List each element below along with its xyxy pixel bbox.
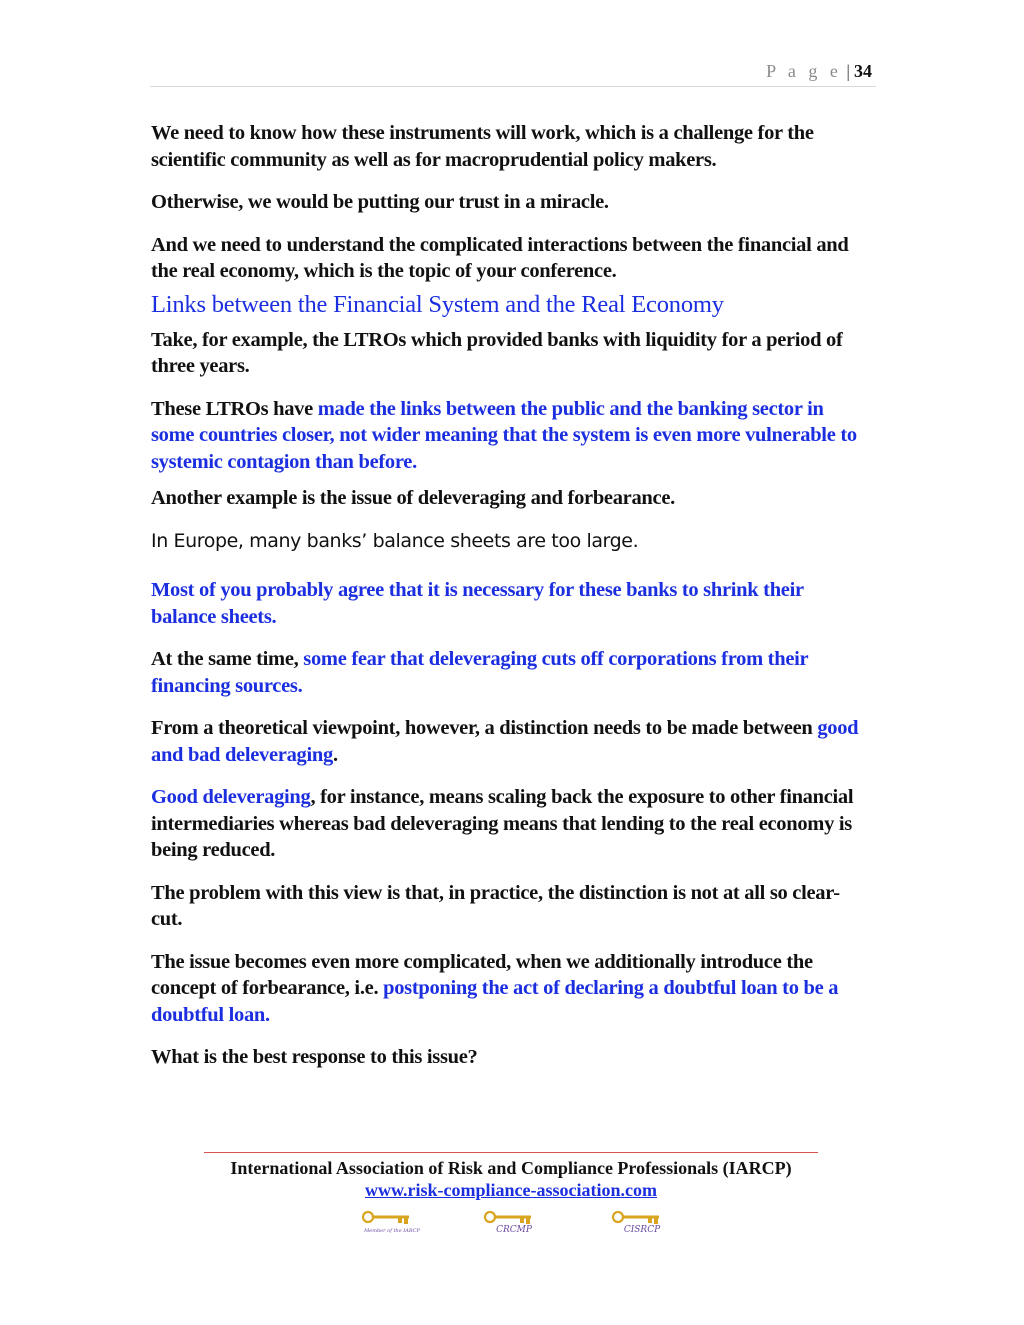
text-run: And we need to understand the complicated interactions between the financial and the real economy, which is the topic of your conference.: [151, 233, 849, 282]
highlighted-text: made the links between the public and the banking sector in some countries closer, not wider meaning that the system is even more vulnerable to systemic contagion than before.: [151, 397, 857, 473]
page-word: P a g e: [766, 61, 842, 81]
key-icon: [362, 1210, 412, 1226]
cisrcp-badge: [612, 1210, 672, 1240]
paragraph: [151, 577, 871, 630]
paragraph: [151, 189, 871, 216]
key-icon: [484, 1210, 534, 1226]
key-icon: [612, 1210, 662, 1226]
highlighted-text: good and bad deleveraging: [151, 717, 859, 766]
highlighted-text: some fear that deleveraging cuts off corporations from their financing sources.: [151, 648, 808, 697]
paragraph: [151, 784, 871, 864]
paragraph: [151, 646, 871, 699]
text-run: Otherwise, we would be putting our trust in a miracle.: [151, 191, 609, 213]
paragraph: [151, 485, 871, 512]
paragraph: [151, 715, 871, 768]
text-run: At the same time,: [151, 648, 304, 670]
certification-badges: [0, 1210, 1024, 1240]
badge-caption: CISRCP: [623, 1225, 661, 1235]
footer-organization: International Association of Risk and Compliance Professionals (IARCP): [230, 1158, 792, 1178]
paragraph: [151, 120, 871, 173]
footer-divider: [204, 1152, 818, 1153]
highlighted-text: Most of you probably agree that it is necessary for these banks to shrink their balance sheets.: [151, 579, 804, 628]
text-run: In Europe, many banks’ balance sheets are too large.: [151, 529, 639, 552]
section-heading: Links between the Financial System and the Real Economy: [151, 290, 724, 318]
highlighted-text: Good deleveraging: [151, 786, 311, 808]
text-run: .: [332, 743, 338, 766]
page-footer: [204, 1152, 818, 1201]
page-header: [150, 58, 876, 87]
member-badge: [362, 1210, 422, 1240]
document-body: [151, 120, 871, 1071]
paragraph: [151, 949, 871, 1029]
footer-website-link[interactable]: www.risk-compliance-association.com: [365, 1180, 657, 1200]
paragraph: [151, 232, 871, 285]
text-run: What is the best response to this issue?: [151, 1046, 478, 1068]
badge-caption: Member of the IARCP: [364, 1228, 420, 1234]
page-number-value: 34: [854, 61, 872, 81]
text-run: From a theoretical viewpoint, however, a distinction needs to be made between: [151, 717, 818, 739]
highlighted-text: postponing the act of declaring a doubtful loan to be a doubtful loan.: [151, 977, 839, 1026]
paragraph: [151, 528, 871, 555]
paragraph: [151, 880, 871, 933]
crcmp-badge: [484, 1210, 544, 1240]
text-run: Take, for example, the LTROs which provided banks with liquidity for a period of three years.: [151, 328, 843, 377]
text-run: The problem with this view is that, in practice, the distinction is not at all so clear-cut.: [151, 881, 840, 930]
text-run: , for instance, means scaling back the exposure to other financial intermediaries whereas bad deleveraging means that lending to the real economy is being reduced.: [151, 786, 854, 861]
text-run: The issue becomes even more complicated, when we additionally introduce the concept of forbearance, i.e.: [151, 950, 813, 999]
paragraph: [151, 1044, 871, 1071]
text-run: These LTROs have: [151, 397, 318, 420]
page-number: [766, 61, 872, 82]
paragraph: [151, 327, 871, 380]
badge-caption: CRCMP: [496, 1225, 532, 1235]
page-separator: |: [846, 61, 850, 81]
text-run: Another example is the issue of deleveraging and forbearance.: [151, 487, 675, 509]
paragraph: [151, 396, 871, 476]
text-run: We need to know how these instruments will work, which is a challenge for the scientific community as well as for macroprudential policy makers.: [151, 122, 814, 171]
